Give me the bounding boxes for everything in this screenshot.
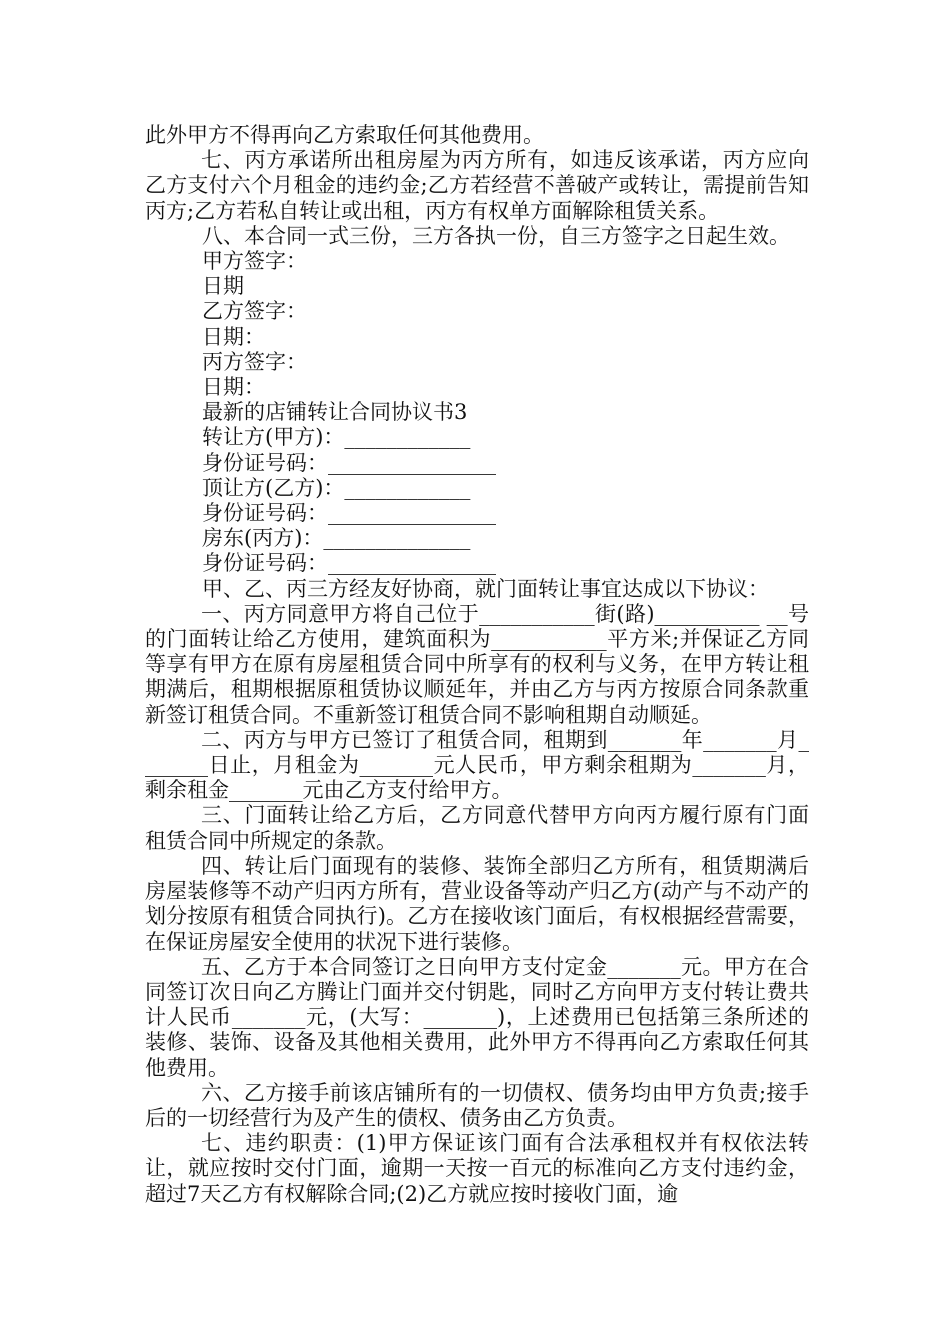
- date-party-a: 日期: [202, 274, 244, 299]
- paragraph-agreement-intro: 甲、乙、丙三方经友好协商，就门面转让事宜达成以下协议：: [202, 576, 769, 601]
- paragraph-clause-7-landlord: 七、丙方承诺所出租房屋为丙方所有，如违反该承诺，丙方应向乙方支付六个月租金的违约金;乙方若经营不善破产或转让，需提前告知丙方;乙方若私自转让或出租，丙方有权单方面解除租赁关系。: [145, 148, 809, 223]
- paragraph-clause-5: 五、乙方于本合同签订之日向甲方支付定金_______元。甲方在合同签订次日向乙方腾让门面并交付钥匙，同时乙方向甲方支付转让费共计人民币_______元，(大写：_______)，上述费用已包括第三条所述的装修、装饰、设备及其他相关费用，此外甲方不得再向乙方索取任何其他费用。: [145, 954, 809, 1080]
- paragraph-clause-8-copies: 八、本合同一式三份，三方各执一份，自三方签字之日起生效。: [202, 223, 790, 248]
- field-transferor: 转让方(甲方)：____________: [202, 425, 471, 450]
- paragraph-closing-fee: 此外甲方不得再向乙方索取任何其他费用。: [145, 123, 544, 147]
- field-transferor-id: 身份证号码：________________: [202, 450, 496, 475]
- document-body: [145, 123, 809, 1207]
- signature-party-b: 乙方签字：: [202, 299, 307, 324]
- paragraph-clause-6: 六、乙方接手前该店铺所有的一切债权、债务均由甲方负责;接手后的一切经营行为及产生的债权、债务由乙方负责。: [145, 1080, 809, 1130]
- paragraph-clause-1: 一、丙方同意甲方将自己位于___________街(路)__________ __号的门面转让给乙方使用，建筑面积为___________平方米;并保证乙方同等享有甲方在原有房屋租赁合同中所享有的权利与义务，在甲方转让租期满后，租期根据原租赁协议顺延年，并由乙方与丙方按原合同条款重新签订租赁合同。不重新签订租赁合同不影响租期自动顺延。: [145, 601, 809, 727]
- paragraph-clause-4: 四、转让后门面现有的装修、装饰全部归乙方所有，租赁期满后房屋装修等不动产归丙方所有，营业设备等动产归乙方(动产与不动产的划分按原有租赁合同执行)。乙方在接收该门面后，有权根据经营需要，在保证房屋安全使用的状况下进行装修。: [145, 853, 809, 954]
- date-party-b: 日期：: [202, 324, 265, 349]
- signature-party-c: 丙方签字：: [202, 349, 307, 374]
- signature-party-a: 甲方签字：: [202, 249, 307, 274]
- date-party-c: 日期：: [202, 375, 265, 400]
- paragraph-clause-3: 三、门面转让给乙方后，乙方同意代替甲方向丙方履行原有门面租赁合同中所规定的条款。: [145, 803, 809, 853]
- field-transferee: 顶让方(乙方)：____________: [202, 475, 471, 500]
- field-transferee-id: 身份证号码：________________: [202, 501, 496, 526]
- section-title: 最新的店铺转让合同协议书3: [202, 400, 468, 425]
- paragraph-clause-7-liability: 七、违约职责：(1)甲方保证该门面有合法承租权并有权依法转让，就应按时交付门面，逾期一天按一百元的标准向乙方支付违约金，超过7天乙方有权解除合同;(2)乙方就应按时接收门面，逾: [145, 1131, 809, 1206]
- field-landlord: 房东(丙方)：______________: [202, 526, 471, 551]
- paragraph-clause-2: 二、丙方与甲方已签订了租赁合同，租期到_______年_______月_______日止，月租金为_______元人民币，甲方剩余租期为_______月，剩余租金_______元由乙方支付给甲方。: [145, 727, 809, 803]
- field-landlord-id: 身份证号码：________________: [202, 551, 496, 576]
